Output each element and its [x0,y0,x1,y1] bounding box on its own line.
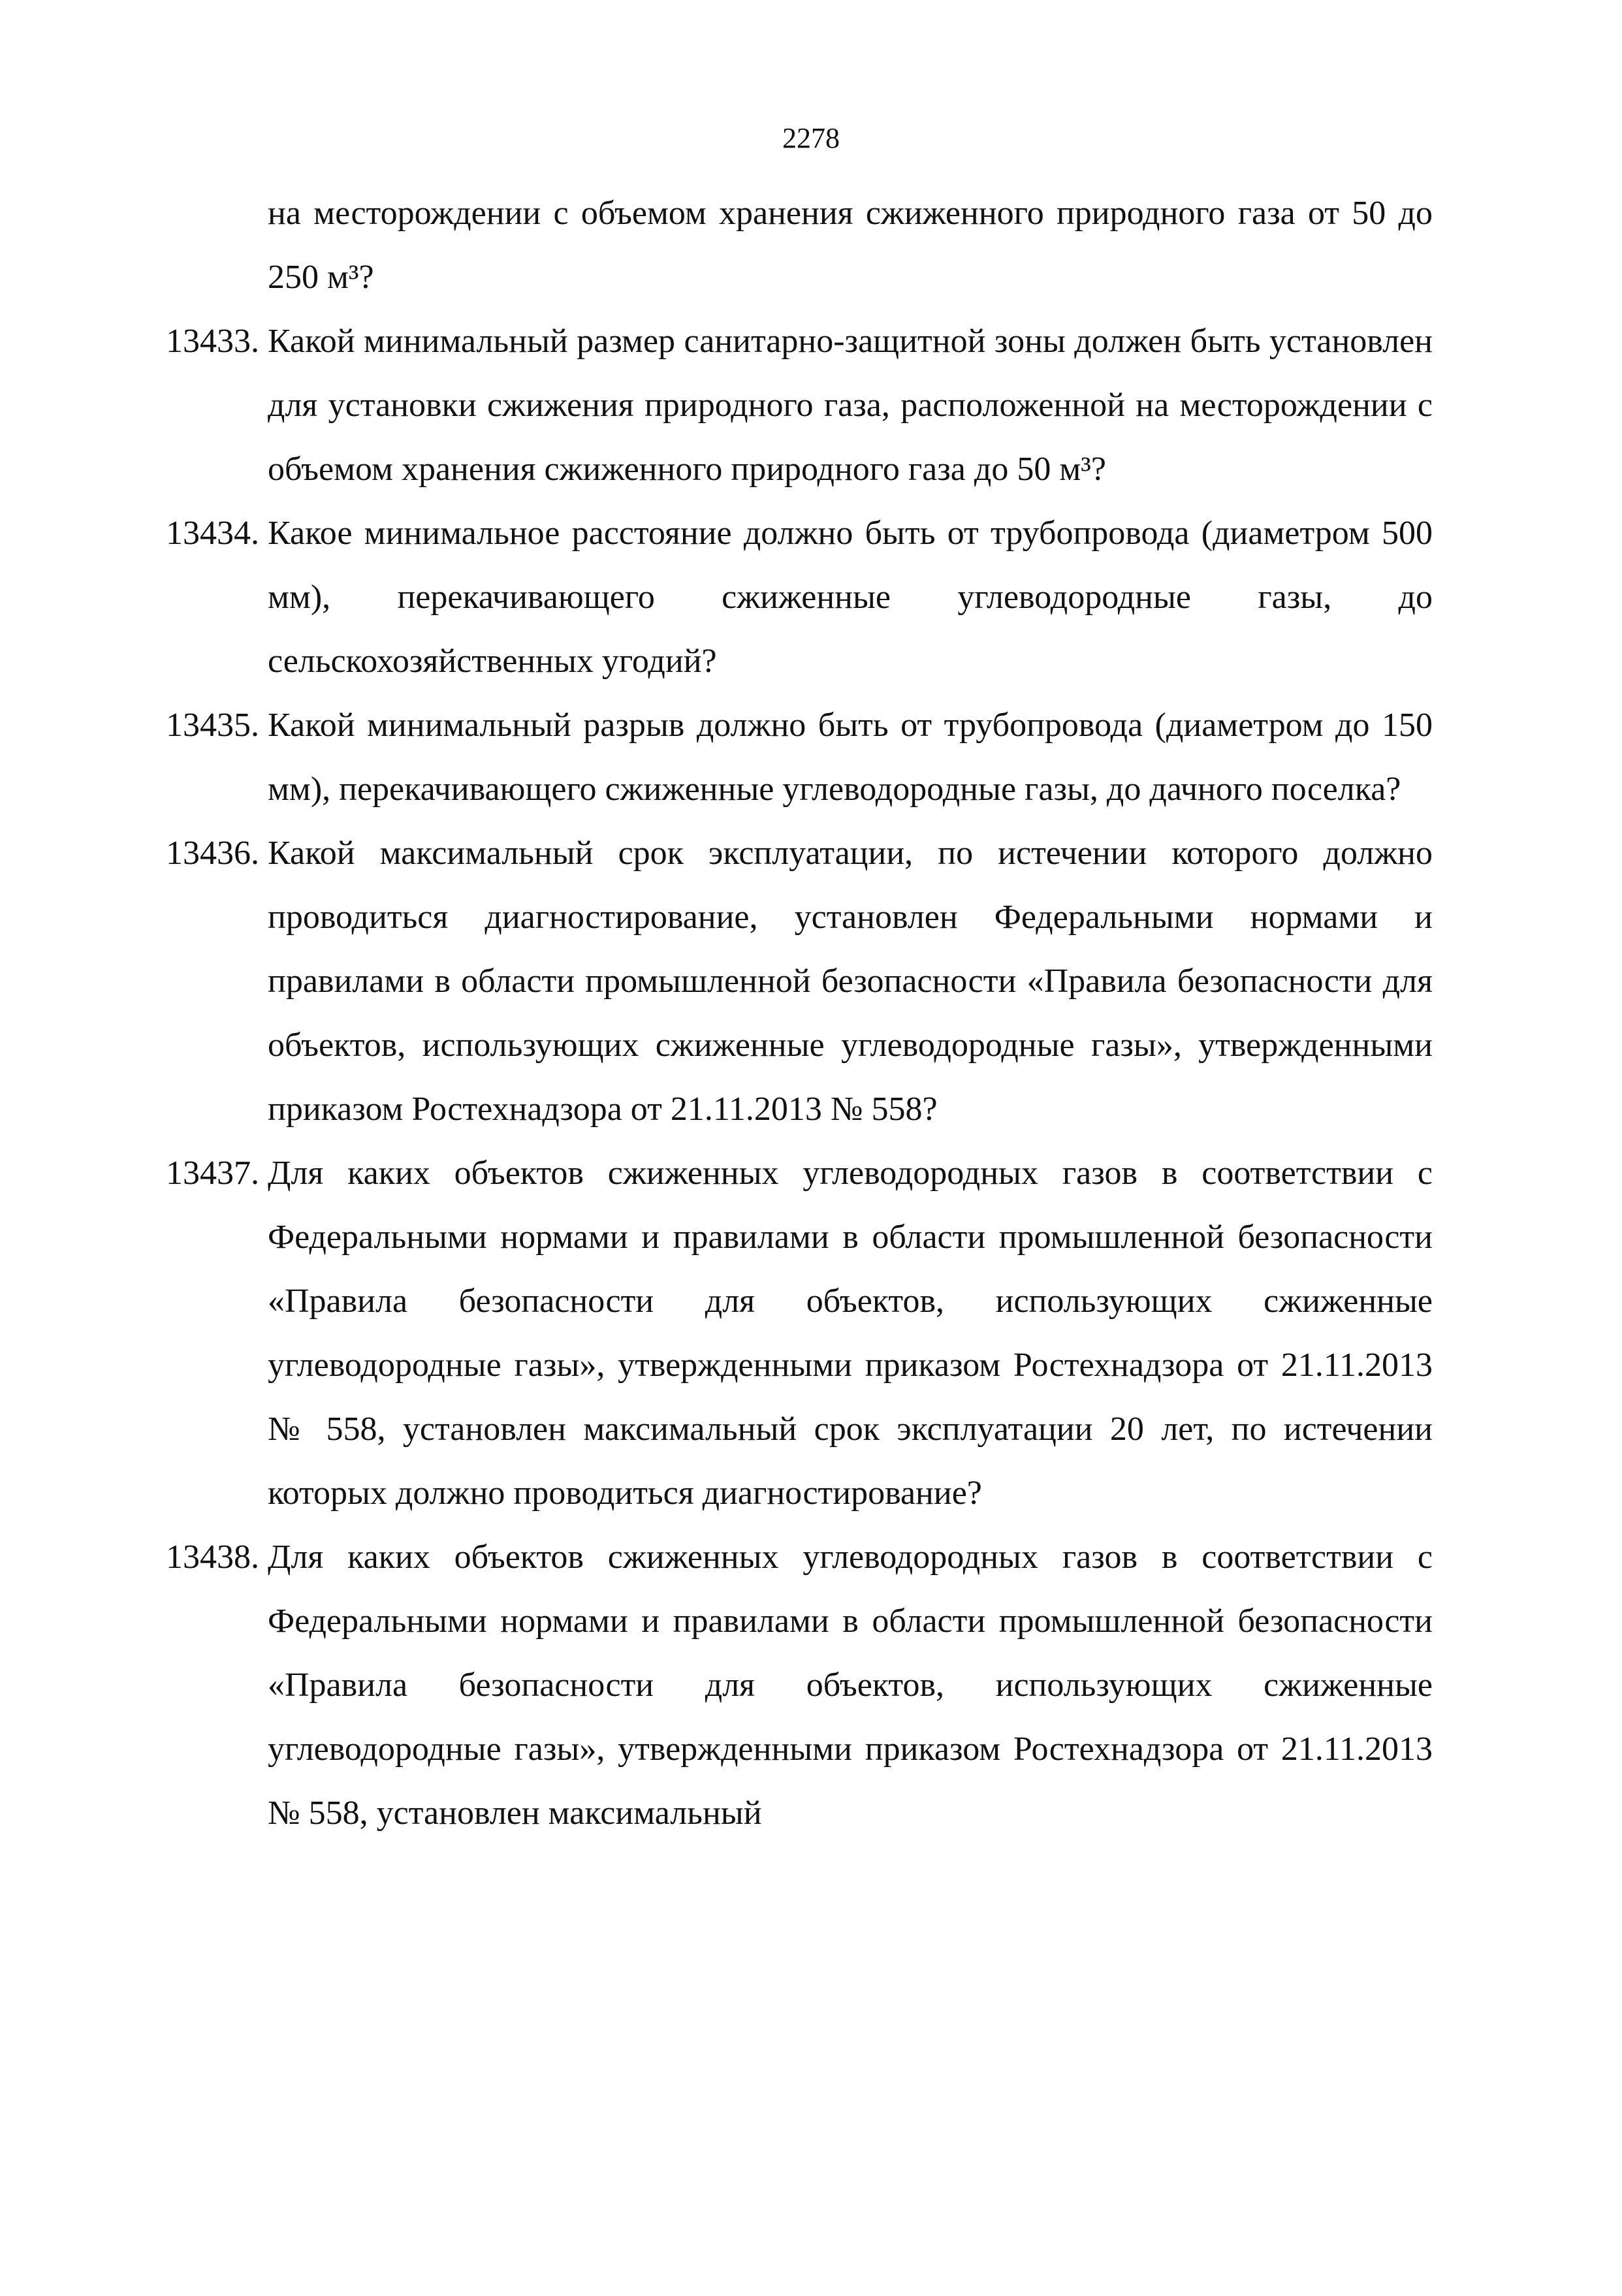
question-13435 [166,694,1433,821]
question-13436 [166,821,1433,1141]
continuation-paragraph: на месторождении с объемом хранения сжиженного природного газа от 50 до 250 м³? [268,195,1433,296]
question-13437 [166,1141,1433,1525]
question-text: Для каких объектов сжиженных углеводородных газов в соответствии с Федеральными нормами и правилами в области промышленной безопасности «Правила безопасности для объектов, использующих сжиженные углеводородные газы», утвержденными приказом Ростехнадзора от 21.11.2013 № 558, установлен максимальный [268,1539,1433,1832]
question-number: 13438. [166,1539,259,1576]
question-number: 13433. [166,323,259,360]
question-number: 13435. [166,707,259,744]
question-text: Какой минимальный разрыв должно быть от трубопровода (диаметром до 150 мм), перекачивающего сжиженные углеводородные газы, до дачного поселка? [268,707,1433,808]
question-13438 [166,1525,1433,1845]
question-13434 [166,502,1433,694]
question-13433 [166,310,1433,502]
question-text: Какой максимальный срок эксплуатации, по истечении которого должно проводиться диагностирование, установлен Федеральными нормами и правилами в области промышленной безопасности «Правила безопасности для объектов, использующих сжиженные углеводородные газы», утвержденными приказом Ростехнадзора от 21.11.2013 № 558? [268,835,1433,1128]
question-number: 13434. [166,515,259,552]
question-text: Какой минимальный размер санитарно-защитной зоны должен быть установлен для установки сжижения природного газа, расположенной на месторождении с объемом хранения сжиженного природного газа до 50 м³? [268,323,1433,488]
page-number: 2278 [782,122,840,154]
question-text: Какое минимальное расстояние должно быть от трубопровода (диаметром 500 мм), перекачивающего сжиженные углеводородные газы, до сельскохозяйственных угодий? [268,515,1433,680]
question-text: Для каких объектов сжиженных углеводородных газов в соответствии с Федеральными нормами и правилами в области промышленной безопасности «Правила безопасности для объектов, использующих сжиженные углеводородные газы», утвержденными приказом Ростехнадзора от 21.11.2013 № 558, установлен максимальный срок эксплуатации 20 лет, по истечении которых должно проводиться диагностирование? [268,1155,1433,1512]
document-body [166,182,1433,1845]
question-number: 13437. [166,1155,259,1192]
question-number: 13436. [166,835,259,872]
